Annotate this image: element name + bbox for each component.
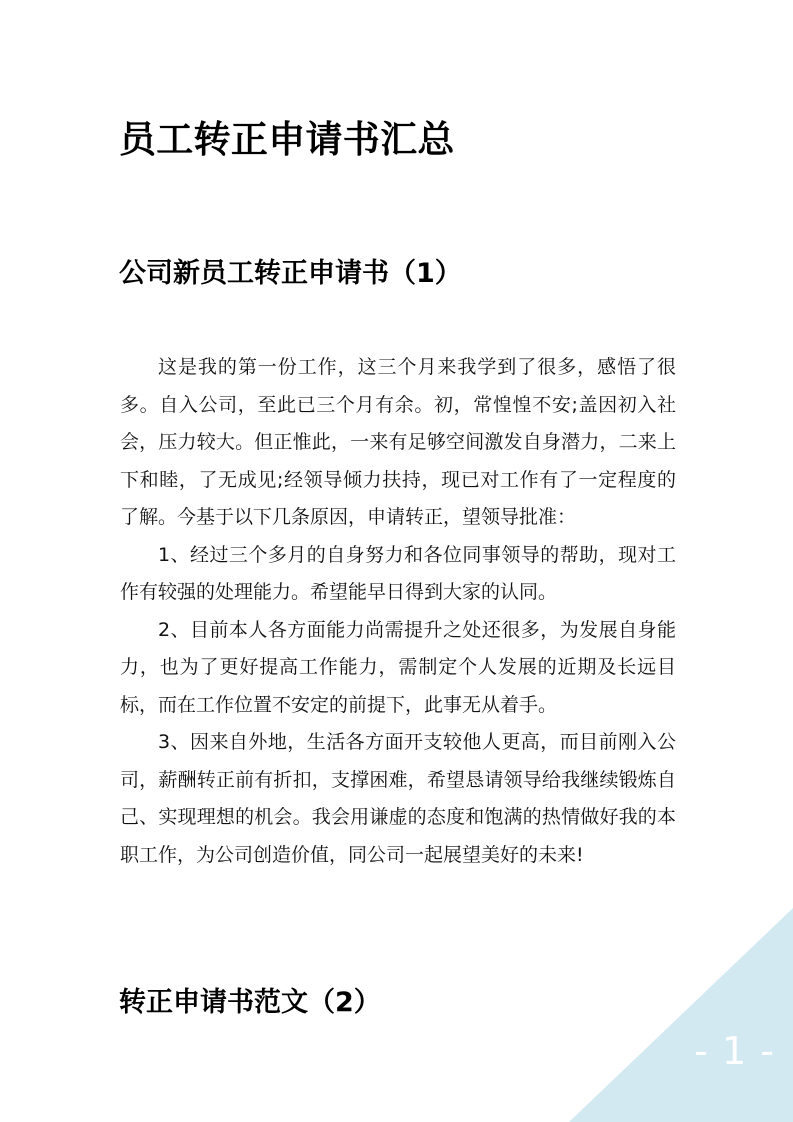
section-1-body bbox=[120, 349, 676, 874]
page-number: - 1 - bbox=[694, 1029, 775, 1073]
section-1-paragraph-1: 这是我的第一份工作，这三个月来我学到了很多，感悟了很多。自入公司，至此已三个月有余。初，常惶惶不安;盖因初入社会，压力较大。但正惟此，一来有足够空间激发自身潜力，二来上下和睦，了无成见;经领导倾力扶持，现已对工作有了一定程度的了解。今基于以下几条原因，申请转正，望领导批准： bbox=[120, 356, 676, 528]
corner-decoration bbox=[569, 908, 793, 1122]
document-title: 员工转正申请书汇总 bbox=[119, 118, 455, 161]
section-1-paragraph-4: 3、因来自外地，生活各方面开支较他人更高，而目前刚入公司，薪酬转正前有折扣，支撑困难，希望恳请领导给我继续锻炼自己、实现理想的机会。我会用谦虚的态度和饱满的热情做好我的本职工作，为公司创造价值，同公司一起展望美好的未来! bbox=[120, 731, 676, 866]
section-1-paragraph-3: 2、目前本人各方面能力尚需提升之处还很多，为发展自身能力，也为了更好提高工作能力，需制定个人发展的近期及长远目标，而在工作位置不安定的前提下，此事无从着手。 bbox=[120, 618, 676, 716]
section-1-heading: 公司新员工转正申请书（1） bbox=[119, 258, 462, 289]
section-1-paragraph-2: 1、经过三个多月的自身努力和各位同事领导的帮助，现对工作有较强的处理能力。希望能早日得到大家的认同。 bbox=[120, 543, 676, 603]
section-2-heading: 转正申请书范文（2） bbox=[119, 987, 381, 1018]
